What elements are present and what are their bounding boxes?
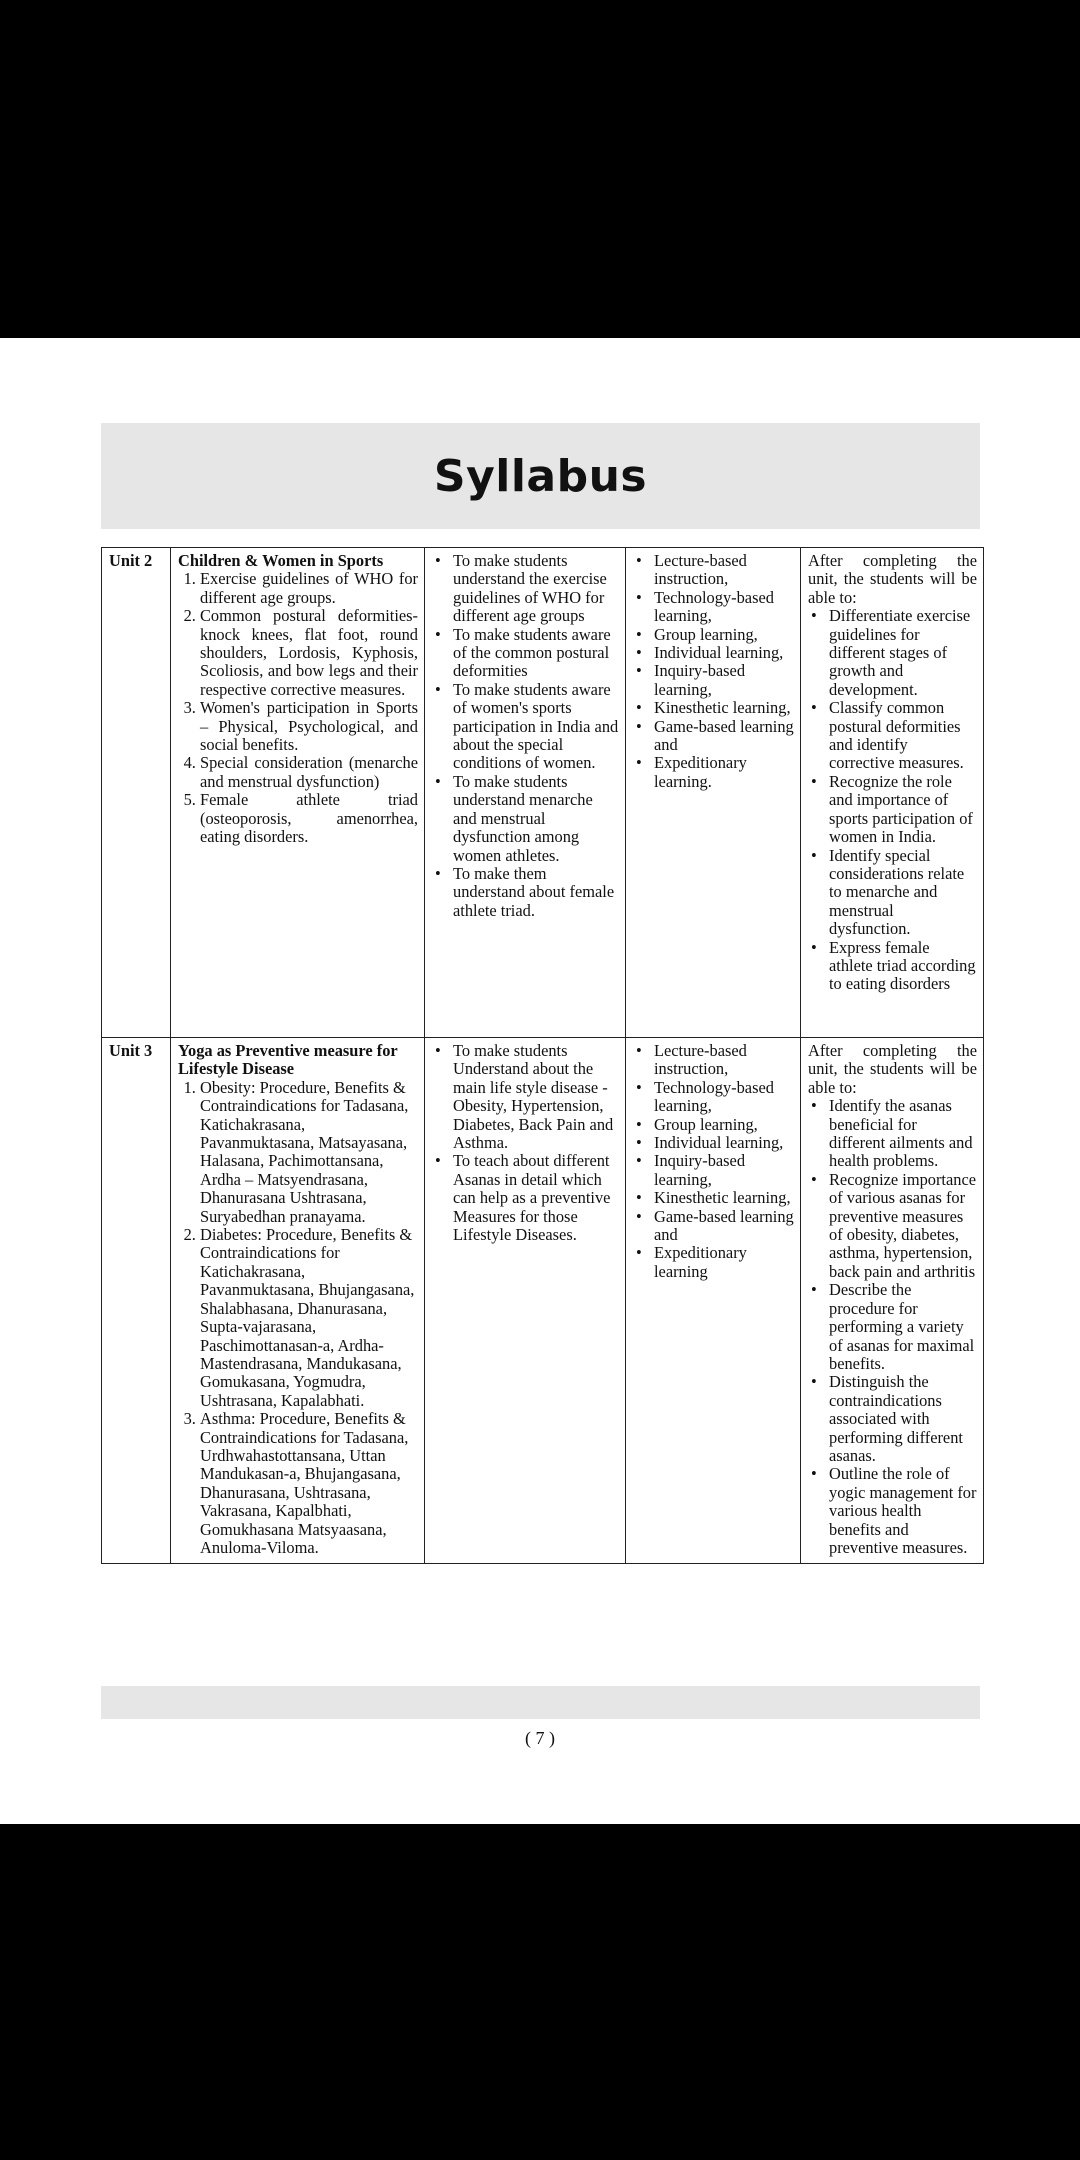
list-item: • To make students understand menarche and menstrual dysfunction among women athletes. <box>453 773 619 865</box>
list-item: • Inquiry-based learning, <box>654 662 794 699</box>
page-title: Syllabus <box>433 450 648 502</box>
list-item: • To make students understand the exercise guidelines of WHO for different age groups <box>453 552 619 626</box>
list-item: 5. Female athlete triad (osteoporosis, amenorrhea, eating disorders. <box>200 791 418 846</box>
objectives-cell <box>425 548 626 1038</box>
list-item: • Distinguish the contraindications associated with performing different asanas. <box>829 1373 977 1465</box>
list-item: 3. Women's participation in Sports – Physical, Psychological, and social benefits. <box>200 699 418 754</box>
list-item: • Game-based learning and <box>654 1208 794 1245</box>
list-item: • Outline the role of yogic management for various health benefits and preventive measures. <box>829 1465 977 1557</box>
list-item: 2. Diabetes: Procedure, Benefits & Contraindications for Katichakrasana, Pavanmuktasana, Bhujangasana, Shalabhasana, Dhanurasana, Supta-vajarasana, Paschimottanasan-a, Ardha-Mastendrasana, Mandukasana, Gomukasana, Yogmudra, Ushtrasana, Kapalabhati. <box>200 1226 418 1410</box>
list-item: • To make students aware of the common postural deformities <box>453 626 619 681</box>
list-item: 1. Obesity: Procedure, Benefits & Contraindications for Tadasana, Katichakrasana, Pavanmuktasana, Matsayasana, Halasana, Pachimottansana, Ardha – Matsyendrasana, Dhanurasana Ushtrasana, Suryabedhan pranayama. <box>200 1079 418 1226</box>
list-item: • Recognize importance of various asanas for preventive measures of obesity, diabetes, asthma, hypertension, back pain and arthritis <box>829 1171 977 1281</box>
list-item: • Expeditionary learning. <box>654 754 794 791</box>
page-number: ( 7 ) <box>525 1728 555 1748</box>
list-item: • Technology-based learning, <box>654 589 794 626</box>
list-item: • Individual learning, <box>654 644 794 662</box>
objectives-cell <box>425 1038 626 1564</box>
list-item: • To make students aware of women's sports participation in India and about the special conditions of women. <box>453 681 619 773</box>
methods-cell <box>626 548 801 1038</box>
list-item: • Individual learning, <box>654 1134 794 1152</box>
list-item: • Inquiry-based learning, <box>654 1152 794 1189</box>
topics-cell <box>171 548 425 1038</box>
list-item: • Identify special considerations relate to menarche and menstrual dysfunction. <box>829 847 977 939</box>
outcomes-intro: After completing the unit, the students will be able to: <box>808 1041 977 1097</box>
objective-list <box>432 552 619 920</box>
unit-cell: Unit 2 <box>102 548 171 1038</box>
list-item: • Differentiate exercise guidelines for different stages of growth and development. <box>829 607 977 699</box>
topic-list <box>178 570 418 846</box>
list-item: 4. Special consideration (menarche and menstrual dysfunction) <box>200 754 418 791</box>
list-item: • Kinesthetic learning, <box>654 1189 794 1207</box>
topics-cell <box>171 1038 425 1564</box>
objective-list <box>432 1042 619 1244</box>
list-item: 2. Common postural deformities-knock knees, flat foot, round shoulders, Lordosis, Kyphosis, Scoliosis, and bow legs and their respective corrective measures. <box>200 607 418 699</box>
topic-list <box>178 1079 418 1558</box>
document-page <box>0 338 1080 1824</box>
list-item: • Kinesthetic learning, <box>654 699 794 717</box>
list-item: • Group learning, <box>654 626 794 644</box>
unit-cell: Unit 3 <box>102 1038 171 1564</box>
list-item: • Express female athlete triad according to eating disorders <box>829 939 977 994</box>
list-item: • Expeditionary learning <box>654 1244 794 1281</box>
list-item: • Technology-based learning, <box>654 1079 794 1116</box>
methods-cell <box>626 1038 801 1564</box>
list-item: • To teach about different Asanas in detail which can help as a preventive Measures for those Lifestyle Diseases. <box>453 1152 619 1244</box>
list-item: • To make them understand about female athlete triad. <box>453 865 619 920</box>
list-item: • To make students Understand about the main life style disease - Obesity, Hypertension, Diabetes, Back Pain and Asthma. <box>453 1042 619 1152</box>
list-item: • Classify common postural deformities and identify corrective measures. <box>829 699 977 773</box>
syllabus-table <box>101 547 984 1564</box>
method-list <box>633 552 794 791</box>
outcome-list <box>808 607 977 994</box>
list-item: • Describe the procedure for performing a variety of asanas for maximal benefits. <box>829 1281 977 1373</box>
list-item: • Identify the asanas beneficial for different ailments and health problems. <box>829 1097 977 1171</box>
list-item: • Group learning, <box>654 1116 794 1134</box>
outcome-list <box>808 1097 977 1557</box>
list-item: • Lecture-based instruction, <box>654 1042 794 1079</box>
list-item: • Lecture-based instruction, <box>654 552 794 589</box>
topic-title: Yoga as Preventive measure for Lifestyle Disease <box>178 1041 398 1079</box>
list-item: • Recognize the role and importance of sports participation of women in India. <box>829 773 977 847</box>
outcomes-cell <box>801 1038 984 1564</box>
list-item: 3. Asthma: Procedure, Benefits & Contraindications for Tadasana, Urdhwahastottansana, Uttan Mandukasan-a, Bhujangasana, Dhanurasana, Ushtrasana, Vakrasana, Kapalbhati, Gomukhasana Matsyaasana, Anuloma-Viloma. <box>200 1410 418 1557</box>
table-row <box>102 1038 984 1564</box>
title-band <box>101 423 980 529</box>
table-row <box>102 548 984 1038</box>
list-item: 1. Exercise guidelines of WHO for different age groups. <box>200 570 418 607</box>
list-item: • Game-based learning and <box>654 718 794 755</box>
outcomes-intro: After completing the unit, the students will be able to: <box>808 551 977 607</box>
topic-title: Children & Women in Sports <box>178 551 384 570</box>
footer-band <box>101 1686 980 1719</box>
outcomes-cell <box>801 548 984 1038</box>
method-list <box>633 1042 794 1281</box>
